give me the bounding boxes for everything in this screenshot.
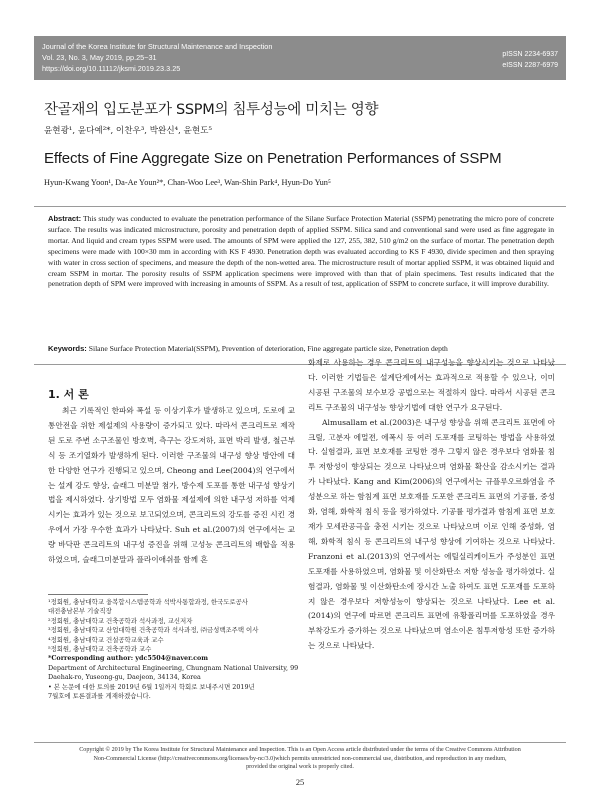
- intro-paragraph-continued: 화제로 사용하는 경우 콘크리트의 내구성능을 향상시키는 것으로 나타났다. 이러한 기법들은 설계단계에서는 효과적으로 적용할 수 있으나, 이미 시공된 구조물의 보수보강 공법으로는 적절하지 않다. 따라서 시공된 콘크리트 구조물의 내구성능 향상기법에 대한 연구가 요구된다.: [308, 358, 555, 412]
- journal-header: [34, 36, 566, 80]
- journal-name: Journal of the Korea Institute for Structural Maintenance and Inspection: [42, 42, 273, 51]
- footnote-rule: [48, 594, 148, 595]
- keywords-text: Silane Surface Protection Material(SSPM), Prevention of deterioration, Fine aggregate particle size, Penetration depth: [88, 344, 448, 353]
- copyright-line: Copyright © 2019 by The Korea Institute for Structural Maintenance and Inspection. This is an Open Access article distributed under the terms of the Creative Commons Attribution: [79, 747, 521, 753]
- corresponding-author: *Corresponding author: ydc5504@naver.com: [48, 654, 209, 663]
- abstract-label: Abstract:: [48, 214, 82, 223]
- copyright-notice: [44, 746, 556, 772]
- footnote: 대전충남본부 기술직장: [48, 607, 112, 616]
- footnote: Department of Architectural Engineering, Chungnam National University, 99: [48, 663, 299, 672]
- abstract-text: This study was conducted to evaluate the penetration performance of the Silane Surface Protection Material (SSPM) penetrating the micro pore of concrete surface. The results was indicated microstructure, porosity and penetration depth of applied SSPM. Silica sand and conventional sand were used as fine aggregate in mortar. And liquid and cream types SSPM were used. The amounts of SPM were applied the 127, 255, 382, 510 g/m2 on the surface of mortar. The penetration depth specimens were made with 100×30 mm in according with KS F 4930. Penetration depth was evaluated according to KS F 4930, divide specimen and then spraying with water in cross section of specimens, and measure the depth of the non-wetted area. The microstructure result of mortar applied SSPM, it was obtained liquid and cream SSPM in mortar. The porosity results of SSPM application specimens were improved with than that of plain specimens. Test results indicated that the penetration depth of SPM were improved with increasing in amounts of SSPM. As a result of test, application of SSPM to concrete surface, it will improve durability.: [48, 214, 554, 289]
- footnote: ⁵정회원, 충남대학교 건축공학과 교수: [48, 645, 152, 654]
- right-column: [308, 356, 555, 654]
- issn-block: [502, 49, 558, 71]
- english-authors: Hyun-Kwang Yoon¹, Da-Ae Youn²*, Chan-Woo Lee³, Wan-Shin Park⁴, Hyun-Do Yun⁵: [44, 178, 331, 187]
- page-number: 25: [295, 778, 305, 787]
- keywords-label: Keywords:: [48, 344, 87, 353]
- journal-doi[interactable]: https://doi.org/10.11112/jksmi.2019.23.3.25: [42, 64, 181, 73]
- keywords: [48, 344, 554, 353]
- korean-authors: 윤현광¹, 윤다예²*, 이찬우³, 박완신⁴, 윤현도⁵: [44, 126, 212, 136]
- intro-paragraph: Almusallam et al.(2003)은 내구성 향상을 위해 콘크리트 표면에 아크릴, 고분자 에멀젼, 에폭시 등 여러 도포재를 코팅하는 방법을 사용하였다. 실험결과, 표면 보호재를 코팅한 경우 그렇지 않은 경우보다 염화물 침투 저항성이 향상되는 것으로 나타났으며 염화물 확산을 감소시키는 결과가 나타났다. Kang and Kim(2006)의 연구에서는 규플루오르화염을 주성분으로 하는 함침계 표면 보호재를 도포한 콘크리트 표면의 기공률, 중성화, 염해, 화학적 침식 등을 평가하였다. 기공률 평가결과 함침계 표면 보호재가 모세관공극을 충전 시키는 것으로 나타났으며 이로 인해 중성화, 염해, 화학적 침식 등 콘크리트의 내구성 향상에 기여하는 것으로 나타났다. Franzoni et al.(2013)의 연구에서는 에틸실리케이트가 주성분인 표면 도포재를 사용하였으며, 염화물 및 이산화탄소 저항 성능을 평가하였다. 실험결과, 염화물 및 이산화탄소에 장시간 노출 하여도 표면 도포재를 도포하지 않은 경우보다 저항성능이 향상되는 것으로 나타났다. Lee et al.(2014)의 연구에 따르면 콘크리트 표면에 유황폴리머를 도포하였을 경우 부착강도가 증가하는 것으로 나타났으며 염소이온 침투저항성 또한 증가하는 것으로 나타났다.: [308, 417, 555, 651]
- copyright-line: provided the original work is properly cited.: [246, 764, 354, 771]
- abstract-top-rule: [34, 206, 566, 207]
- footnote: ³정회원, 충남대학교 산업대학원 건축공학과 석사과정, ㈜금성백조주택 이사: [48, 626, 259, 635]
- intro-paragraph: 최근 기록적인 한파와 폭설 등 이상기후가 발생하고 있으며, 도로에 교통안전을 위한 제설제의 사용량이 증가되고 있다. 따라서 콘크리트로 제작된 도로 주변 소구조물인 방호벽, 측구는 강도저하, 표면 박리 발생, 철근부식 등 조기열화가 발생하게 된다. 이러한 구조물의 내구성 향상 방안에 대한 다양한 연구가 진행되고 있으며, Cheong and Lee(2004)의 연구에서는 설계 강도 향상, 슬래그 미분말 첨가, 방수제 도포를 통한 내구성 향상기법을 제시하였다. 상기방법 모두 염화물 제설제에 의한 내구성 저하를 억제시키는 효과가 있는 것으로 보고되었으며, 콘크리트의 강도를 증진 시킨 경우에서 가장 우수한 효과가 나타났다. Suh et al.(2007)의 연구에서는 교량 바닥판 콘크리트의 내구성 증진을 위해 고성능 콘크리트의 배합을 적용하였으며, 슬래그미분말과 플라이애쉬를 함께 혼: [48, 406, 295, 565]
- pissn: pISSN 2234-6937: [502, 51, 558, 58]
- footnote: Daehak-ro, Yuseong-gu, Daejeon, 34134, Korea: [48, 673, 201, 682]
- footnote: ²정회원, 충남대학교 건축공학과 석사과정, 교신저자: [48, 616, 193, 625]
- section-heading: 1. 서 론: [48, 388, 89, 401]
- footnote: ¹정회원, 충남대학교 융복합시스템공학과 석박사통합과정, 한국도로공사: [48, 598, 248, 606]
- eissn: eISSN 2287-6979: [502, 62, 558, 69]
- footnote: • 본 논문에 대한 토의를 2019년 6월 1일까지 학회로 보내주시면 2019년: [48, 682, 255, 691]
- journal-info: [42, 41, 272, 74]
- journal-volume: Vol. 23, No. 3, May 2019, pp.25~31: [42, 53, 157, 62]
- copyright-rule: [34, 742, 566, 743]
- copyright-line: Non-Commercial License (http://creativecommons.org/licenses/by-nc/3.0)which permits unrestricted non-commercial use, distribution, and reproduction in any medium,: [93, 755, 507, 762]
- abstract: [48, 214, 554, 290]
- korean-title: 잔골재의 입도분포가 SSPM의 침투성능에 미치는 영향: [44, 102, 379, 118]
- footnote: ⁴정회원, 충남대학교 건설공학교육과 교수: [48, 635, 164, 644]
- left-column: [48, 404, 295, 568]
- english-title: Effects of Fine Aggregate Size on Penetration Performances of SSPM: [44, 150, 502, 167]
- footnote: 7월호에 토론결과를 게재하겠습니다.: [48, 692, 151, 701]
- footnotes: [48, 598, 298, 701]
